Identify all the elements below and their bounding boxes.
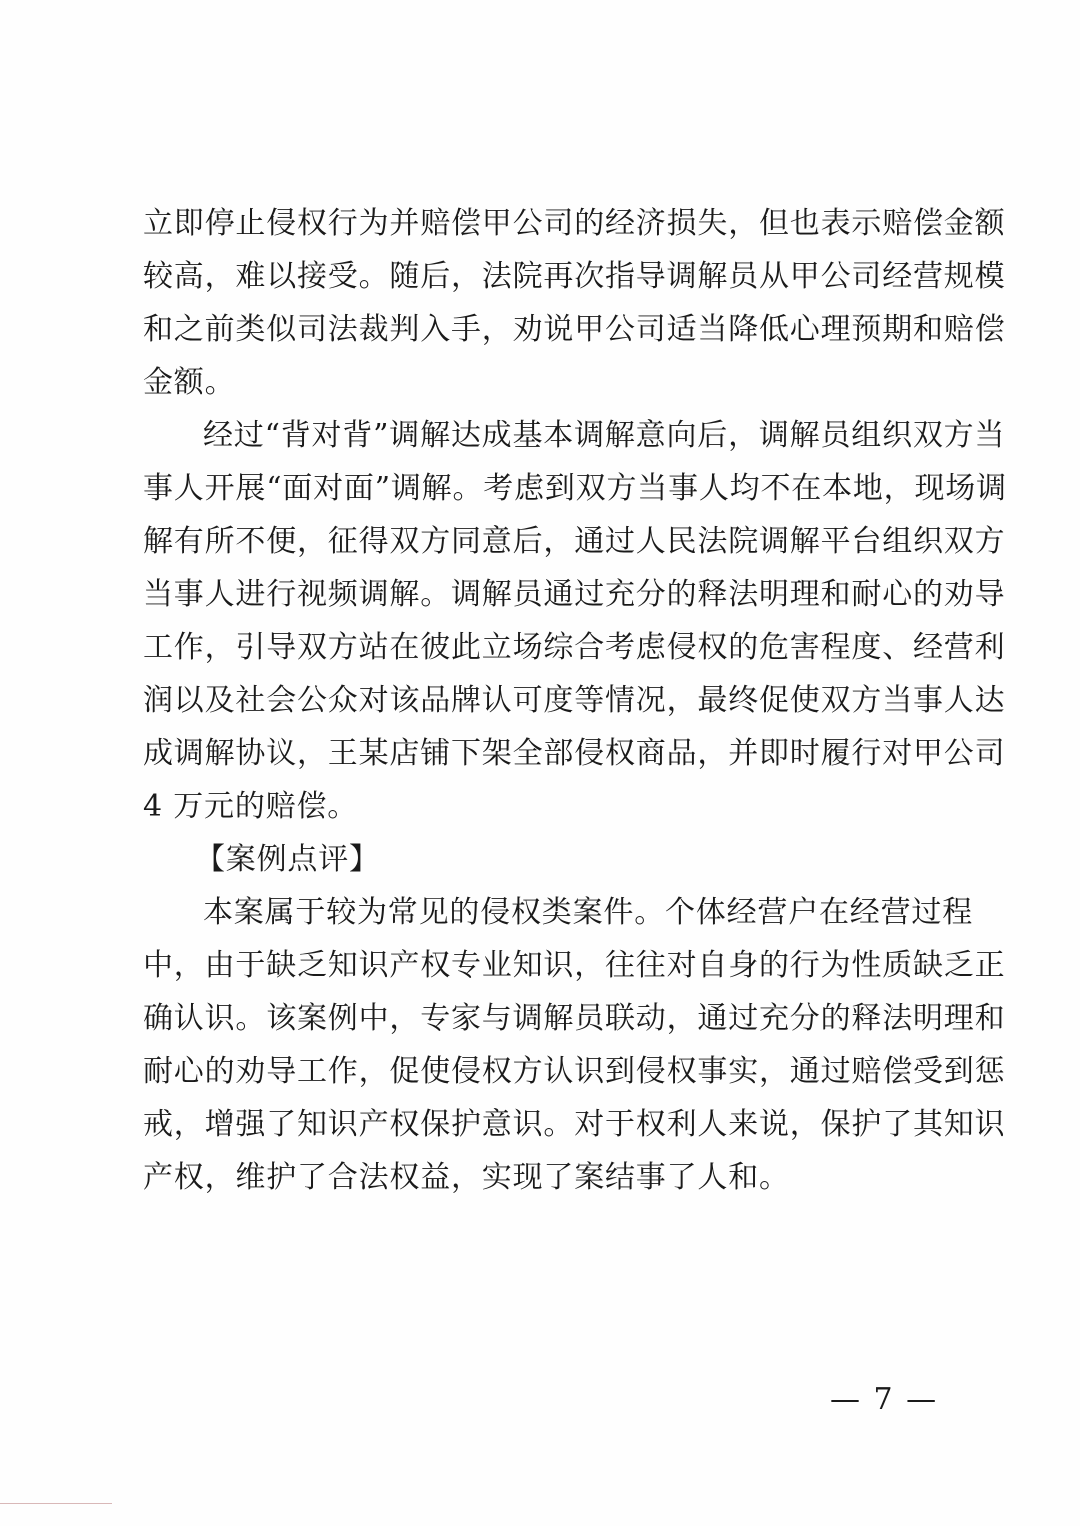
paragraph-start-line: 本案属于较为常见的侵权类案件。个体经营户在经营过程 xyxy=(203,895,973,930)
text-line: 产权，维护了合法权益，实现了案结事了人和。 xyxy=(143,1160,790,1195)
text-line: 润以及社会公众对该品牌认可度等情况，最终促使双方当事人达 xyxy=(143,683,1006,718)
text-line: 较高，难以接受。随后，法院再次指导调解员从甲公司经营规模 xyxy=(143,259,1006,294)
text-line: 金额。 xyxy=(143,365,236,400)
section-heading: 【案例点评】 xyxy=(195,842,380,877)
footer-divider xyxy=(0,1503,112,1504)
text-line: 解有所不便，征得双方同意后，通过人民法院调解平台组织双方 xyxy=(143,524,1006,559)
page-number: — 7 — xyxy=(830,1382,939,1417)
text-line: 和之前类似司法裁判入手，劝说甲公司适当降低心理预期和赔偿 xyxy=(143,312,1006,347)
text-line: 立即停止侵权行为并赔偿甲公司的经济损失，但也表示赔偿金额 xyxy=(143,206,1006,241)
text-line: 中，由于缺乏知识产权专业知识，往往对自身的行为性质缺乏正 xyxy=(143,948,1006,983)
text-line: 当事人进行视频调解。调解员通过充分的释法明理和耐心的劝导 xyxy=(143,577,1006,612)
text-line: 工作，引导双方站在彼此立场综合考虑侵权的危害程度、经营利 xyxy=(143,630,1006,665)
text-line: 耐心的劝导工作，促使侵权方认识到侵权事实，通过赔偿受到惩 xyxy=(143,1054,1006,1089)
text-line: 戒，增强了知识产权保护意识。对于权利人来说，保护了其知识 xyxy=(143,1107,1006,1142)
text-line: 确认识。该案例中，专家与调解员联动，通过充分的释法明理和 xyxy=(143,1001,1006,1036)
text-line: 成调解协议，王某店铺下架全部侵权商品，并即时履行对甲公司 xyxy=(143,736,1006,771)
text-line: 4 万元的赔偿。 xyxy=(143,789,359,824)
paragraph-start-line: 经过“背对背”调解达成基本调解意向后，调解员组织双方当 xyxy=(203,418,1006,453)
body-text xyxy=(143,197,1007,1204)
text-line: 事人开展“面对面”调解。考虑到双方当事人均不在本地，现场调 xyxy=(143,471,1007,506)
